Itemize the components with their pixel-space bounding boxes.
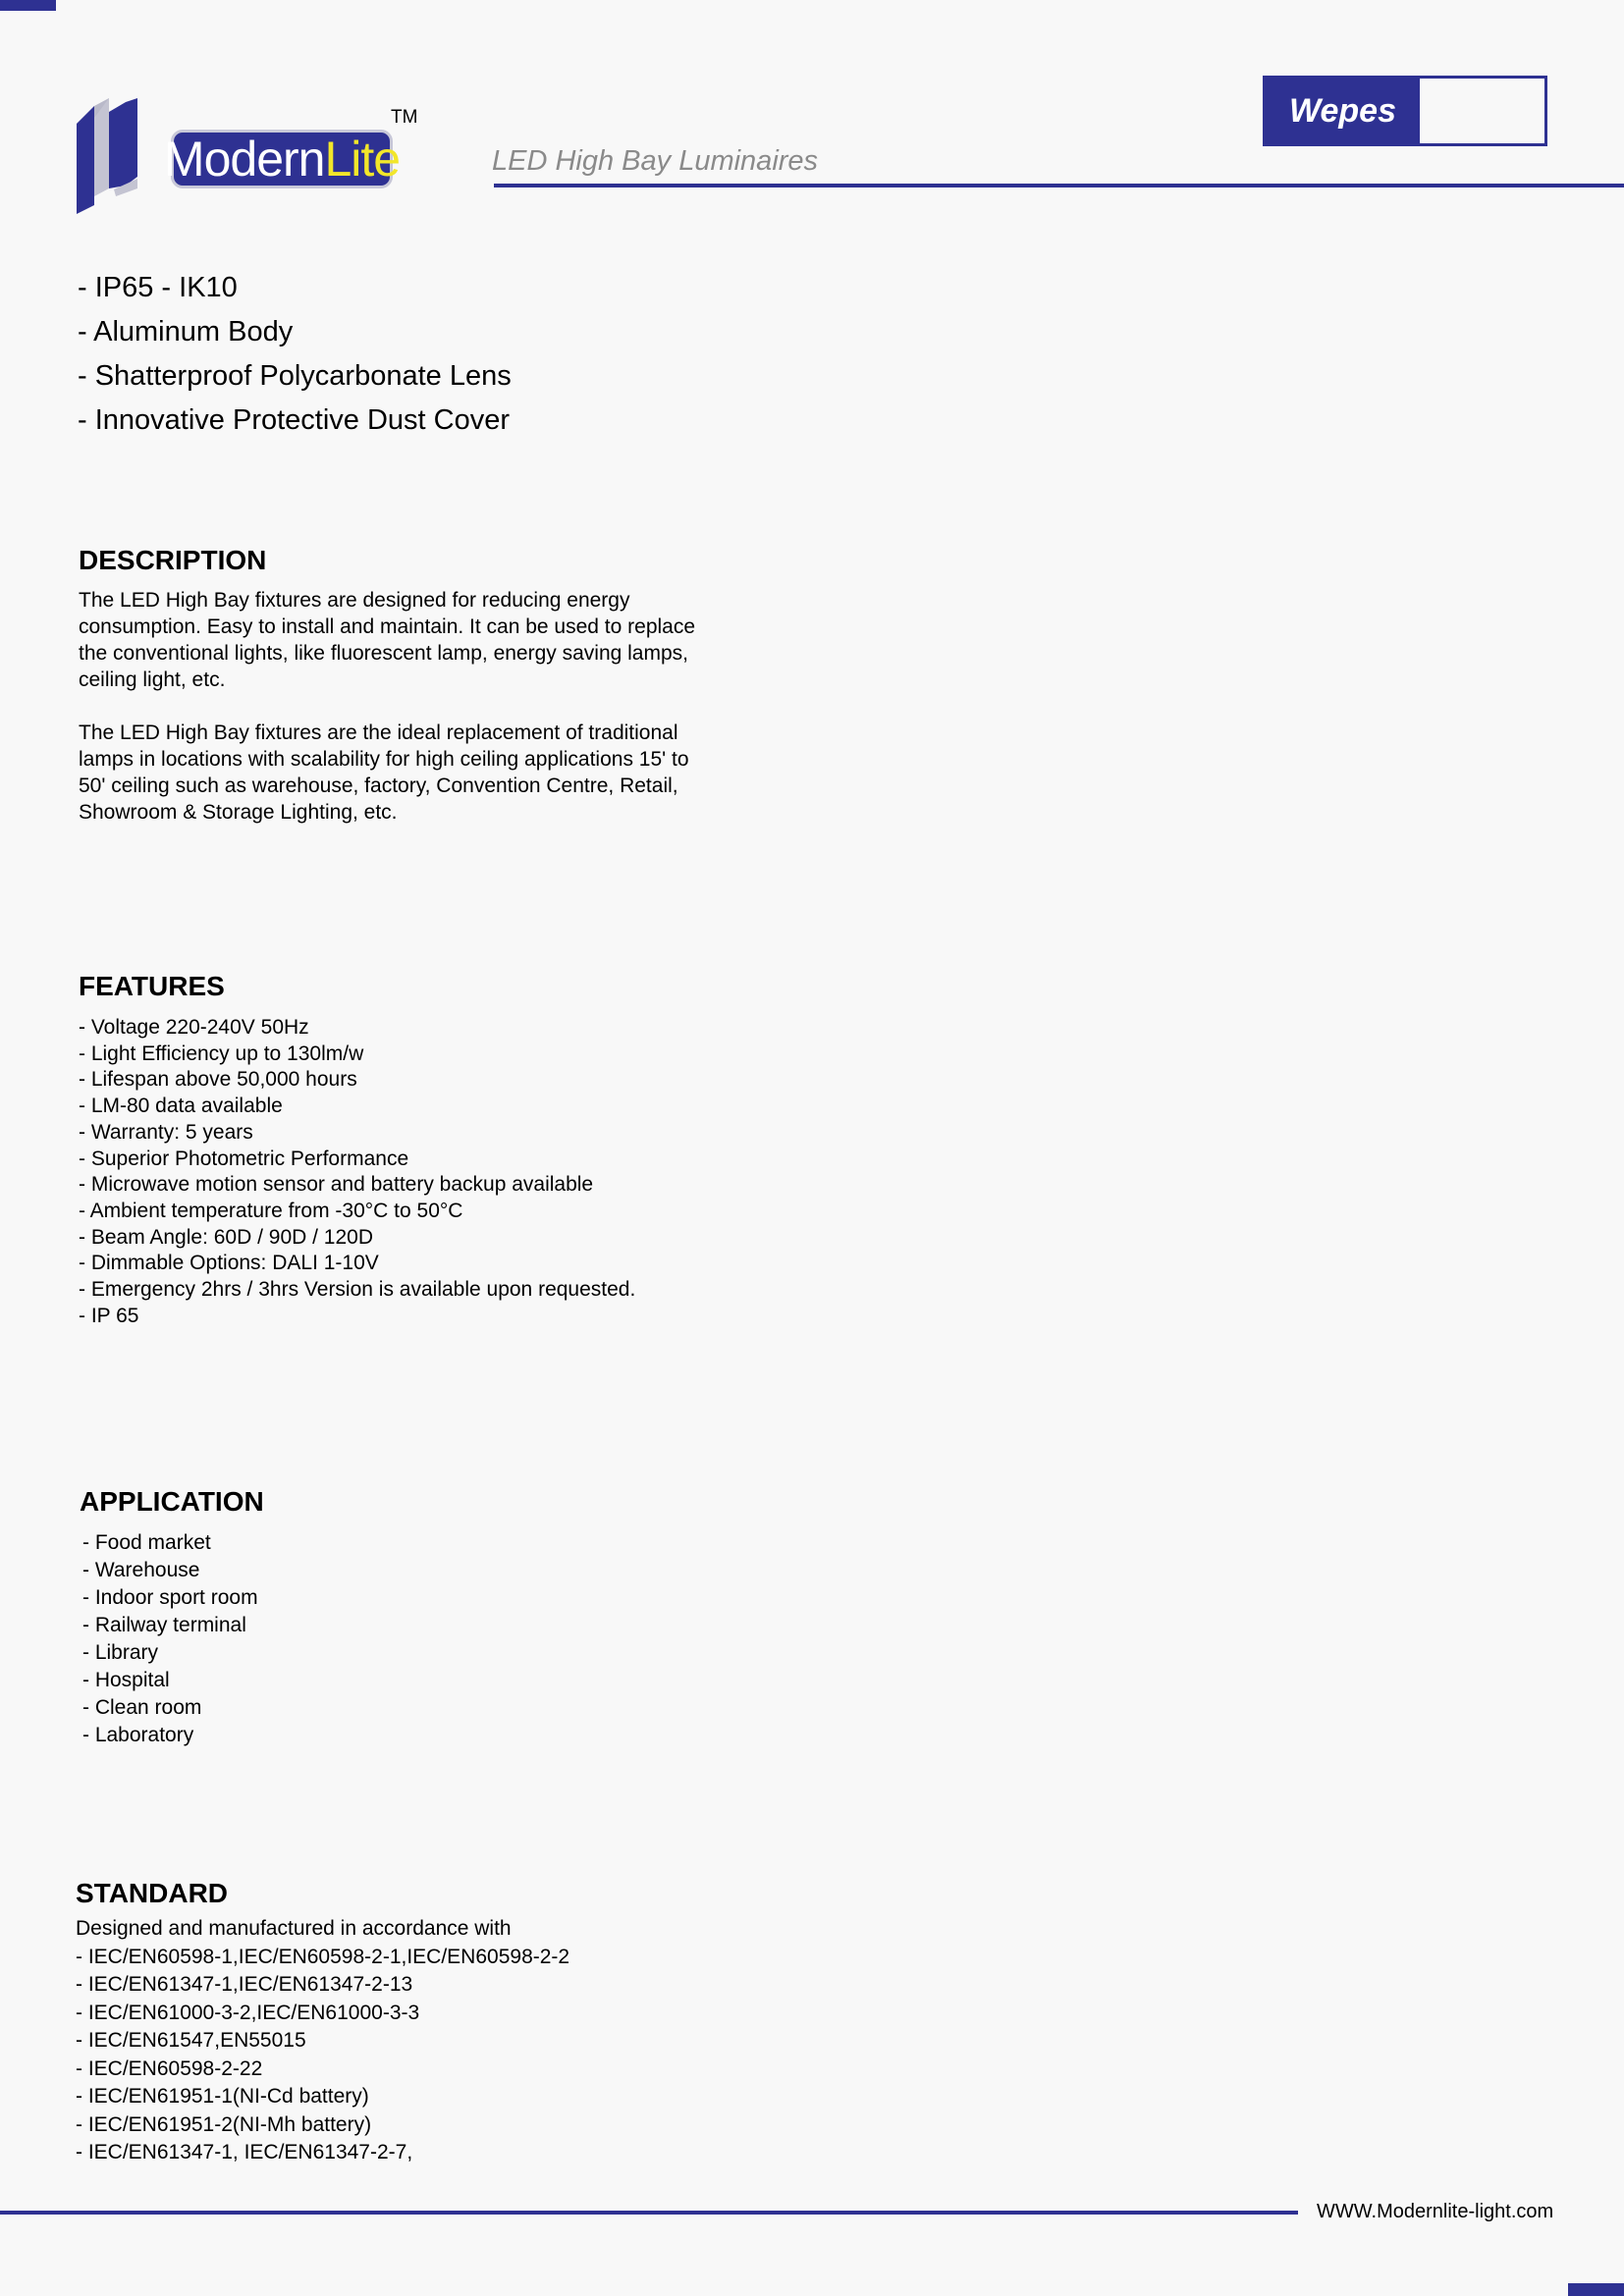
feature-item: - Warranty: 5 years — [79, 1120, 253, 1144]
key-feature-item: - Aluminum Body — [78, 316, 294, 347]
feature-item: - Microwave motion sensor and battery backup available — [79, 1173, 594, 1197]
feature-item: - LM-80 data available — [79, 1095, 283, 1118]
feature-item: - Light Efficiency up to 130lm/w — [79, 1041, 364, 1065]
footer-divider — [0, 2211, 1298, 2215]
standard-item: - IEC/EN61347-1,IEC/EN61347-2-13 — [76, 1973, 413, 1996]
application-item: - Clean room — [82, 1696, 202, 1719]
feature-item: - Dimmable Options: DALI 1-10V — [79, 1252, 379, 1275]
feature-item: - Voltage 220-240V 50Hz — [79, 1016, 309, 1039]
standard-section — [76, 1880, 569, 2167]
standard-item: - IEC/EN61951-2(NI-Mh battery) — [76, 2112, 372, 2136]
standard-item: - IEC/EN61000-3-2,IEC/EN61000-3-3 — [76, 2001, 420, 2024]
feature-item: - Ambient temperature from -30°C to 50°C — [79, 1199, 463, 1222]
feature-item: - Lifespan above 50,000 hours — [79, 1068, 357, 1092]
key-features-list — [78, 266, 512, 443]
bottom-right-corner-accent — [1568, 2283, 1624, 2296]
standard-item: - IEC/EN61951-1(NI-Cd battery) — [76, 2085, 369, 2108]
key-feature-item: - Innovative Protective Dust Cover — [78, 404, 511, 436]
standard-item: - IEC/EN60598-2-22 — [76, 2056, 263, 2080]
top-left-corner-accent — [0, 0, 56, 11]
standard-list — [76, 1944, 569, 2167]
application-item: - Library — [82, 1641, 159, 1664]
description-paragraph: The LED High Bay fixtures are designed for reducing energy consumption. Easy to install and maintain. It can be used to replace the conventional lights, like fluorescent lamp, energy saving lamps, ceiling light, etc. — [79, 589, 696, 691]
feature-item: - IP 65 — [79, 1304, 139, 1327]
description-section — [79, 547, 707, 826]
logo-bars-icon — [77, 94, 175, 217]
application-item: - Railway terminal — [82, 1614, 246, 1636]
key-feature-item: - Shatterproof Polycarbonate Lens — [78, 360, 512, 392]
application-list — [80, 1529, 264, 1749]
feature-item: - Beam Angle: 60D / 90D / 120D — [79, 1225, 373, 1249]
application-item: - Warehouse — [82, 1559, 200, 1581]
wepes-badge-label: Wepes — [1266, 79, 1420, 143]
trademark-mark: TM — [391, 107, 418, 128]
features-section — [79, 973, 635, 1329]
standard-item: - IEC/EN61547,EN55015 — [76, 2029, 306, 2052]
application-item: - Indoor sport room — [82, 1586, 258, 1609]
logo-wordmark — [163, 130, 401, 188]
application-heading: APPLICATION — [80, 1486, 264, 1517]
brand-logo — [77, 94, 420, 217]
application-section — [80, 1488, 264, 1749]
feature-item: - Superior Photometric Performance — [79, 1147, 409, 1170]
description-heading: DESCRIPTION — [79, 545, 267, 575]
description-paragraph: The LED High Bay fixtures are the ideal replacement of traditional lamps in locations with scalability for high ceiling applications 15' to 50' ceiling such as warehouse, factory, Convention Centre, Retail, Showroom & Storage Lighting, etc. — [79, 721, 689, 824]
footer-website-link[interactable]: WWW.Modernlite-light.com — [1317, 2201, 1554, 2222]
logo-word-lite: Lite — [324, 132, 401, 187]
product-subtitle: LED High Bay Luminaires — [492, 145, 819, 177]
header-divider — [494, 184, 1624, 187]
standard-item: - IEC/EN61347-1, IEC/EN61347-2-7, — [76, 2141, 413, 2163]
application-item: - Laboratory — [82, 1724, 194, 1746]
application-item: - Hospital — [82, 1669, 170, 1691]
key-feature-item: - IP65 - IK10 — [78, 272, 238, 303]
standard-intro: Designed and manufactured in accordance with — [76, 1917, 512, 1940]
logo-word-modern: Modern — [163, 132, 325, 187]
wepes-badge — [1263, 76, 1547, 146]
features-list — [79, 1015, 635, 1329]
standard-heading: STANDARD — [76, 1878, 229, 1908]
features-heading: FEATURES — [79, 971, 225, 1001]
feature-item: - Emergency 2hrs / 3hrs Version is available upon requested. — [79, 1278, 636, 1302]
standard-item: - IEC/EN60598-1,IEC/EN60598-2-1,IEC/EN60598-2-2 — [76, 1945, 570, 1968]
application-item: - Food market — [82, 1531, 211, 1554]
